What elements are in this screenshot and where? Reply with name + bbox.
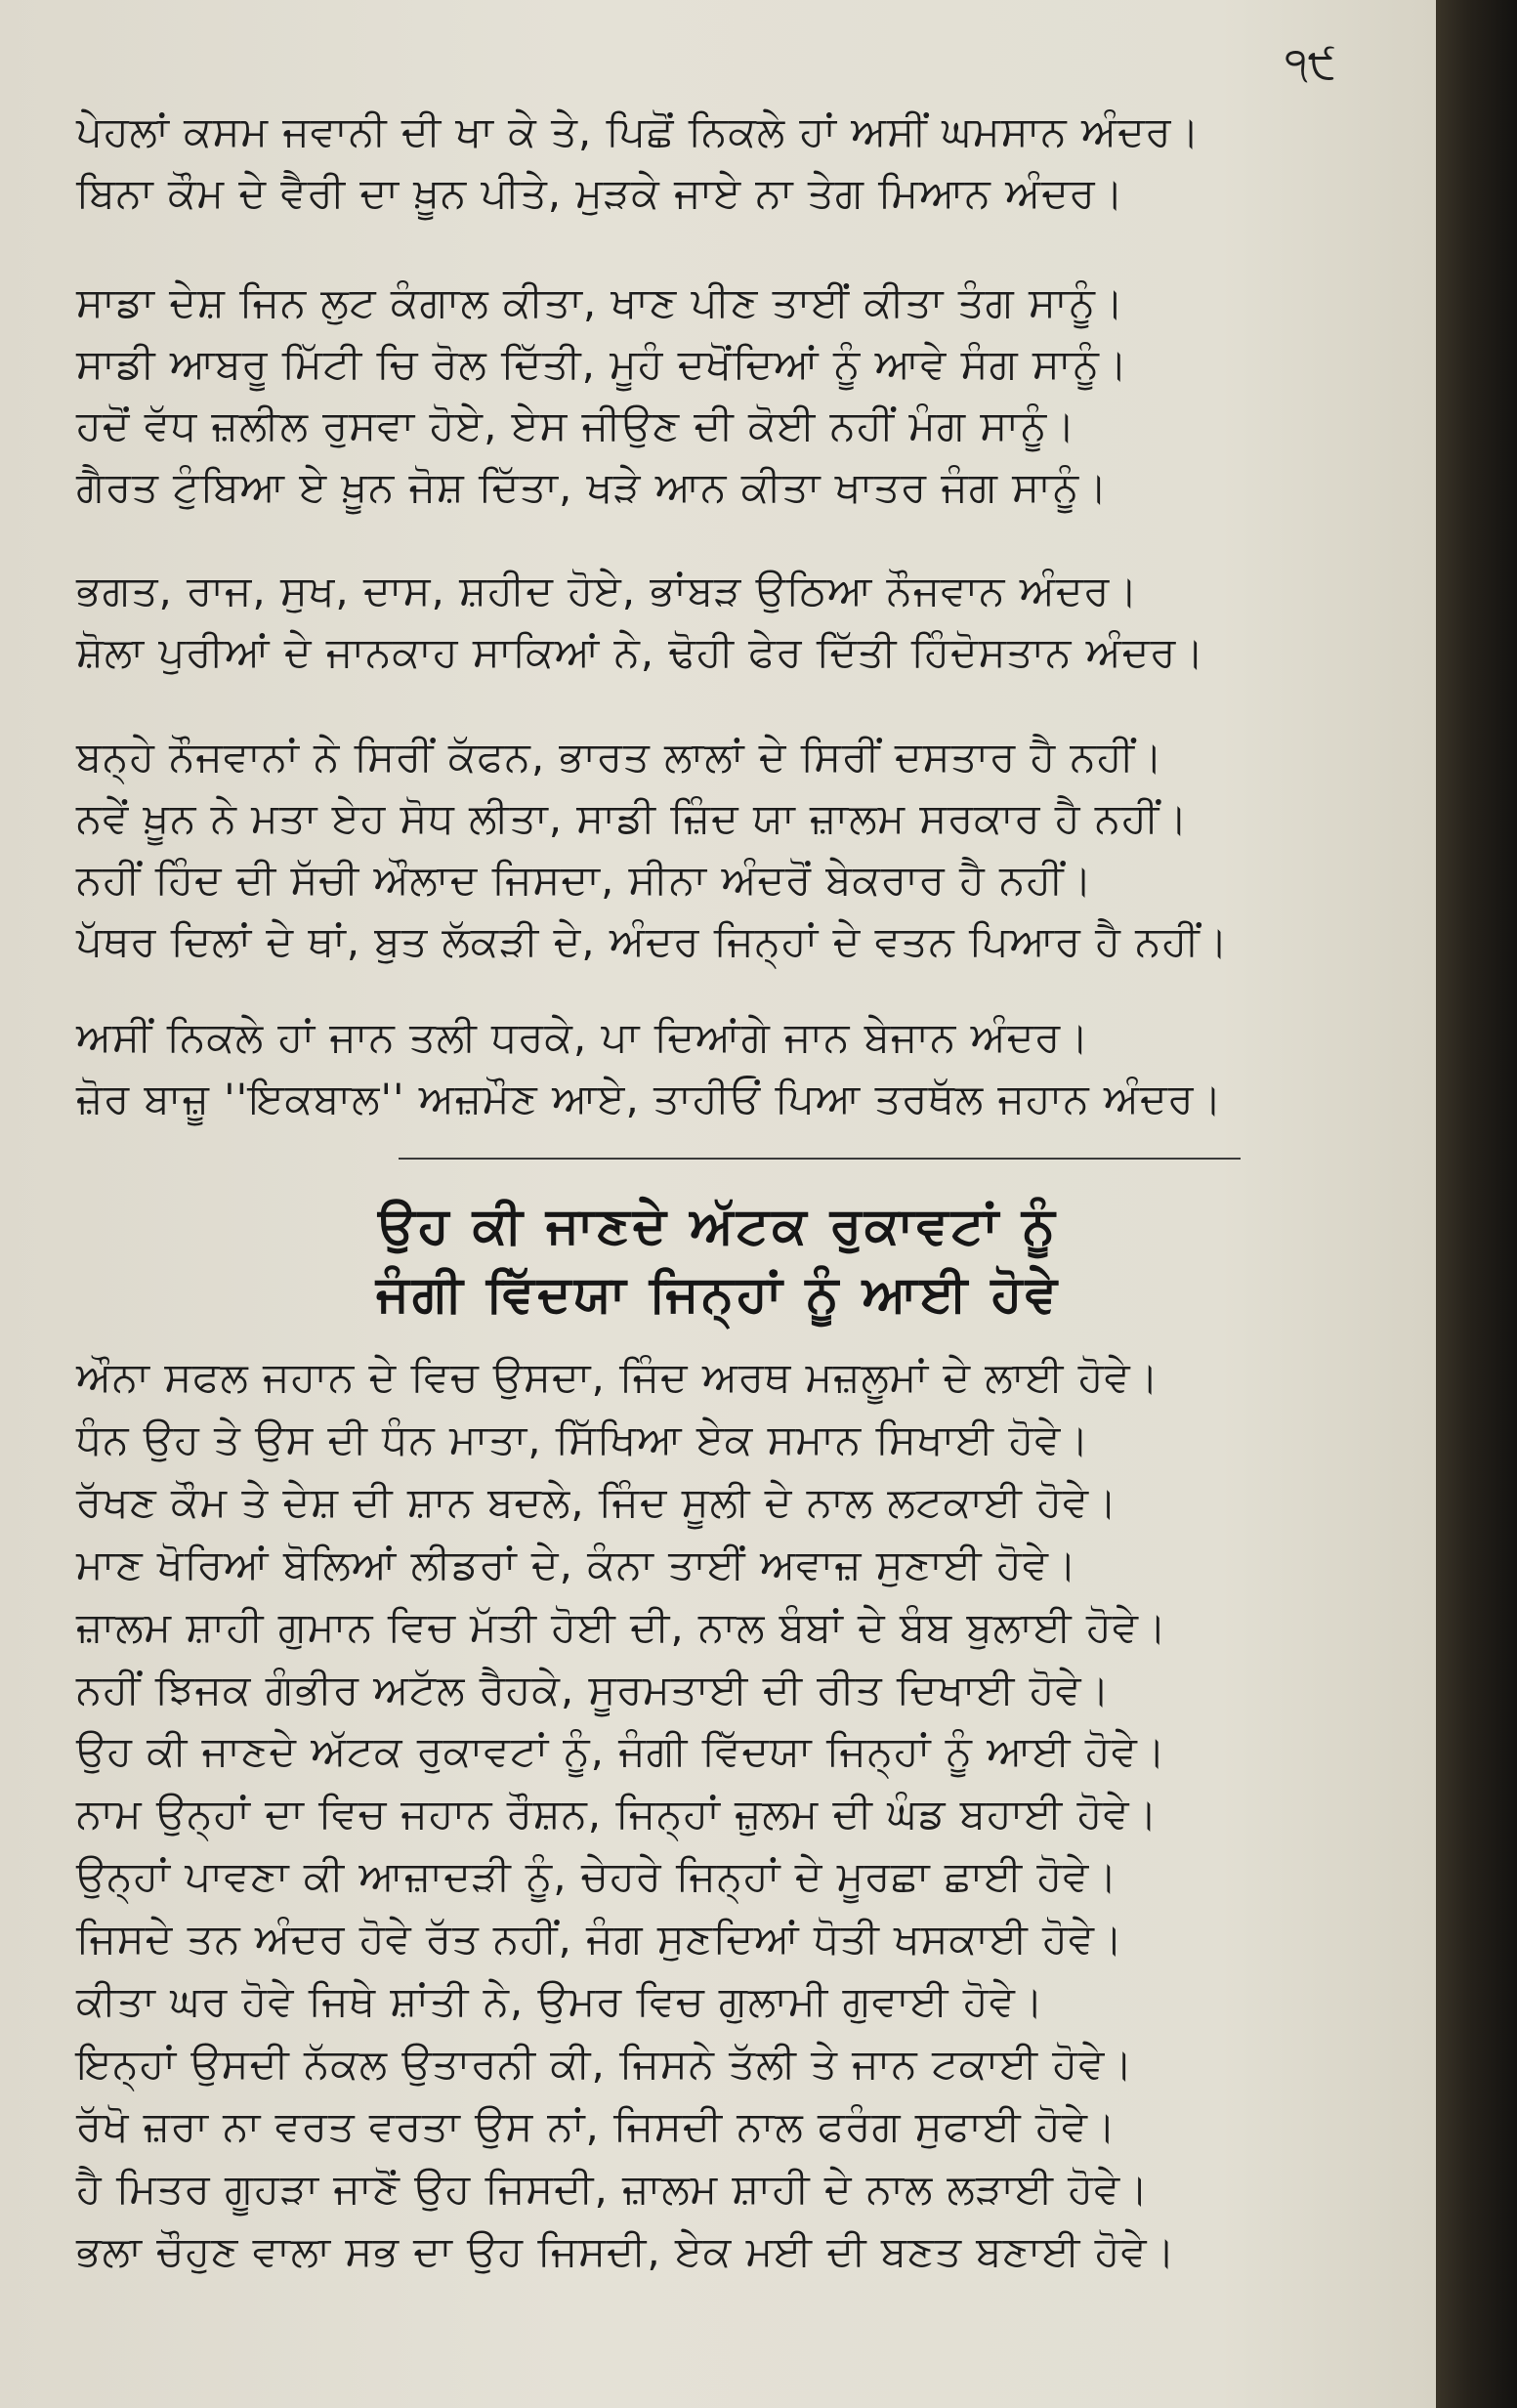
page-number: ੧੯ xyxy=(1285,39,1336,89)
poem-title-line-1: ਉਹ ਕੀ ਜਾਣਦੇ ਅੱਟਕ ਰੁਕਾਵਟਾਂ ਨੂੰ xyxy=(378,1197,1058,1255)
verse-line: ਰੱਖੋ ਜ਼ਰਾ ਨਾ ਵਰਤ ਵਰਤਾ ਉਸ ਨਾਂ, ਜਿਸਦੀ ਨਾਲ ਫਰੰਗ ਸੁਫਾਈ ਹੋਵੇ। xyxy=(76,2101,1117,2150)
verse-line: ਭਲਾ ਚੌਹੁਣ ਵਾਲਾ ਸਭ ਦਾ ਉਹ ਜਿਸਦੀ, ਏਕ ਮਈ ਦੀ ਬਣਤ ਬਣਾਈ ਹੋਵੇ। xyxy=(76,2226,1176,2275)
verse-line: ਸ਼ੋਲਾ ਪੁਰੀਆਂ ਦੇ ਜਾਨਕਾਹ ਸਾਕਿਆਂ ਨੇ, ਢੋਹੀ ਫੇਰ ਦਿੱਤੀ ਹਿੰਦੋਸਤਾਨ ਅੰਦਰ। xyxy=(76,628,1205,676)
verse-line: ਬਨ੍ਹੇ ਨੌਜਵਾਨਾਂ ਨੇ ਸਿਰੀਂ ਕੱਫਨ, ਭਾਰਤ ਲਾਲਾਂ ਦੇ ਸਿਰੀਂ ਦਸਤਾਰ ਹੈ ਨਹੀਂ। xyxy=(76,733,1164,781)
verse-line: ਭਗਤ, ਰਾਜ, ਸੁਖ, ਦਾਸ, ਸ਼ਹੀਦ ਹੋਏ, ਭਾਂਬੜ ਉਠਿਆ ਨੌਜਵਾਨ ਅੰਦਰ। xyxy=(76,567,1139,614)
verse-line: ਮਾਣ ਖੋਰਿਆਂ ਬੋਲਿਆਂ ਲੀਡਰਾਂ ਦੇ, ਕੰਨਾ ਤਾਈਂ ਅਵਾਜ਼ ਸੁਣਾਈ ਹੋਵੇ। xyxy=(76,1540,1078,1588)
book-edge-shadow xyxy=(1436,0,1517,2408)
stanza-3 xyxy=(76,560,1424,683)
verse-line: ਹਦੋਂ ਵੱਧ ਜ਼ਲੀਲ ਰੁਸਵਾ ਹੋਏ, ਏਸ ਜੀਉਣ ਦੀ ਕੋਈ ਨਹੀਂ ਮੰਗ ਸਾਨੂੰ। xyxy=(76,401,1076,449)
stanza-4 xyxy=(76,726,1424,972)
verse-line: ਉਨ੍ਹਾਂ ਪਾਵਣਾ ਕੀ ਆਜ਼ਾਦੜੀ ਨੂੰ, ਚੇਹਰੇ ਜਿਨ੍ਹਾਂ ਦੇ ਮੂਰਛਾ ਛਾਈ ਹੋਵੇ। xyxy=(76,1852,1118,1901)
verse-line: ਨਹੀਂ ਹਿੰਦ ਦੀ ਸੱਚੀ ਔਲਾਦ ਜਿਸਦਾ, ਸੀਨਾ ਅੰਦਰੋਂ ਬੇਕਰਾਰ ਹੈ ਨਹੀਂ। xyxy=(76,856,1093,904)
verse-line: ਪੱਥਰ ਦਿਲਾਂ ਦੇ ਥਾਂ, ਬੁਤ ਲੱਕੜੀ ਦੇ, ਅੰਦਰ ਜਿਨ੍ਹਾਂ ਦੇ ਵਤਨ ਪਿਆਰ ਹੈ ਨਹੀਂ। xyxy=(76,917,1229,965)
verse-line: ਨਾਮ ਉਨ੍ਹਾਂ ਦਾ ਵਿਚ ਜਹਾਨ ਰੌਸ਼ਨ, ਜਿਨ੍ਹਾਂ ਜ਼ੁਲਮ ਦੀ ਘੰਡ ਬਹਾਈ ਹੋਵੇ। xyxy=(76,1790,1159,1838)
stanza-5 xyxy=(76,1006,1424,1129)
verse-line: ਜ਼ਾਲਮ ਸ਼ਾਹੀ ਗੁਮਾਨ ਵਿਚ ਮੱਤੀ ਹੋਈ ਦੀ, ਨਾਲ ਬੰਬਾਂ ਦੇ ਬੰਬ ਬੁਲਾਈ ਹੋਵੇ। xyxy=(76,1602,1168,1651)
verse-line: ਨਹੀਂ ਝਿਜਕ ਗੰਭੀਰ ਅਟੱਲ ਰੈਹਕੇ, ਸੂਰਮਤਾਈ ਦੀ ਰੀਤ ਦਿਖਾਈ ਹੋਵੇ। xyxy=(76,1665,1111,1713)
verse-line: ਉਹ ਕੀ ਜਾਣਦੇ ਅੱਟਕ ਰੁਕਾਵਟਾਂ ਨੂੰ, ਜੰਗੀ ਵਿੱਦਯਾ ਜਿਨ੍ਹਾਂ ਨੂੰ ਆਈ ਹੋਵੇ। xyxy=(76,1727,1166,1776)
verse-line: ਔਨਾ ਸਫਲ ਜਹਾਨ ਦੇ ਵਿਚ ਉਸਦਾ, ਜਿੰਦ ਅਰਥ ਮਜ਼ਲੂਮਾਂ ਦੇ ਲਾਈ ਹੋਵੇ। xyxy=(76,1353,1159,1401)
section-divider xyxy=(399,1158,1241,1160)
verse-line: ਜ਼ੋਰ ਬਾਜ਼ੂ ''ਇਕਬਾਲ'' ਅਜ਼ਮੌਣ ਆਏ, ਤਾਹੀਓਂ ਪਿਆ ਤਰਥੱਲ ਜਹਾਨ ਅੰਦਰ। xyxy=(76,1075,1223,1122)
verse-line: ਜਿਸਦੇ ਤਨ ਅੰਦਰ ਹੋਵੇ ਰੱਤ ਨਹੀਂ, ਜੰਗ ਸੁਣਦਿਆਂ ਧੋਤੀ ਖਸਕਾਈ ਹੋਵੇ। xyxy=(76,1915,1124,1964)
verse-line: ਰੱਖਣ ਕੌਮ ਤੇ ਦੇਸ਼ ਦੀ ਸ਼ਾਨ ਬਦਲੇ, ਜਿੰਦ ਸੂਲੀ ਦੇ ਨਾਲ ਲਟਕਾਈ ਹੋਵੇ। xyxy=(76,1477,1118,1526)
poem-body xyxy=(76,1346,1424,2283)
verse-line: ਪੇਹਲਾਂ ਕਸਮ ਜਵਾਨੀ ਦੀ ਖਾ ਕੇ ਤੇ, ਪਿਛੋਂ ਨਿਕਲੇ ਹਾਂ ਅਸੀਂ ਘਮਸਾਨ ਅੰਦਰ। xyxy=(76,107,1201,155)
verse-line: ਹੈ ਮਿਤਰ ਗੂਹੜਾ ਜਾਣੋਂ ਉਹ ਜਿਸਦੀ, ਜ਼ਾਲਮ ਸ਼ਾਹੀ ਦੇ ਨਾਲ ਲੜਾਈ ਹੋਵੇ। xyxy=(76,2164,1150,2213)
verse-line: ਧੰਨ ਉਹ ਤੇ ਉਸ ਦੀ ਧੰਨ ਮਾਤਾ, ਸਿੱਖਿਆ ਏਕ ਸਮਾਨ ਸਿਖਾਈ ਹੋਵੇ। xyxy=(76,1415,1090,1463)
verse-line: ਸਾਡਾ ਦੇਸ਼ ਜਿਨ ਲੁਟ ਕੰਗਾਲ ਕੀਤਾ, ਖਾਣ ਪੀਣ ਤਾਈਂ ਕੀਤਾ ਤੰਗ ਸਾਨੂੰ। xyxy=(76,278,1125,326)
verse-line: ਕੀਤਾ ਘਰ ਹੋਵੇ ਜਿਥੇ ਸ਼ਾਂਤੀ ਨੇ, ਉਮਰ ਵਿਚ ਗੁਲਾਮੀ ਗੁਵਾਈ ਹੋਵੇ। xyxy=(76,1977,1045,2026)
verse-line: ਬਿਨਾ ਕੌਮ ਦੇ ਵੈਰੀ ਦਾ ਖ਼ੂਨ ਪੀਤੇ, ਮੁੜਕੇ ਜਾਏ ਨਾ ਤੇਗ ਮਿਆਨ ਅੰਦਰ। xyxy=(76,169,1124,217)
verse-line: ਸਾਡੀ ਆਬਰੂ ਮਿੱਟੀ ਚਿ ਰੋਲ ਦਿੱਤੀ, ਮੂਹੰ ਦਖੋਂਦਿਆਂ ਨੂੰ ਆਵੇ ਸੰਗ ਸਾਨੂੰ। xyxy=(76,340,1129,388)
stanza-1 xyxy=(76,101,1424,224)
verse-line: ਨਵੇਂ ਖ਼ੂਨ ਨੇ ਮਤਾ ਏਹ ਸੋਧ ਲੀਤਾ, ਸਾਡੀ ਜ਼ਿੰਦ ਯਾ ਜ਼ਾਲਮ ਸਰਕਾਰ ਹੈ ਨਹੀਂ। xyxy=(76,794,1189,842)
stanza-2 xyxy=(76,272,1424,518)
verse-line: ਗੈਰਤ ਟੁੰਬਿਆ ਏ ਖ਼ੂਨ ਜੋਸ਼ ਦਿੱਤਾ, ਖੜੇ ਆਨ ਕੀਤਾ ਖਾਤਰ ਜੰਗ ਸਾਨੂੰ। xyxy=(76,463,1109,511)
poem-title-line-2: ਜੰਗੀ ਵਿੱਦਯਾ ਜਿਨ੍ਹਾਂ ਨੂੰ ਆਈ ਹੋਵੇ xyxy=(375,1265,1061,1324)
verse-line: ਅਸੀਂ ਨਿਕਲੇ ਹਾਂ ਜਾਨ ਤਲੀ ਧਰਕੇ, ਪਾ ਦਿਆਂਗੇ ਜਾਨ ਬੇਜਾਨ ਅੰਦਰ। xyxy=(76,1013,1090,1061)
verse-line: ਇਨ੍ਹਾਂ ਉਸਦੀ ਨੱਕਲ ਉਤਾਰਨੀ ਕੀ, ਜਿਸਨੇ ਤੱਲੀ ਤੇ ਜਾਨ ਟਕਾਈ ਹੋਵੇ। xyxy=(76,2039,1134,2088)
